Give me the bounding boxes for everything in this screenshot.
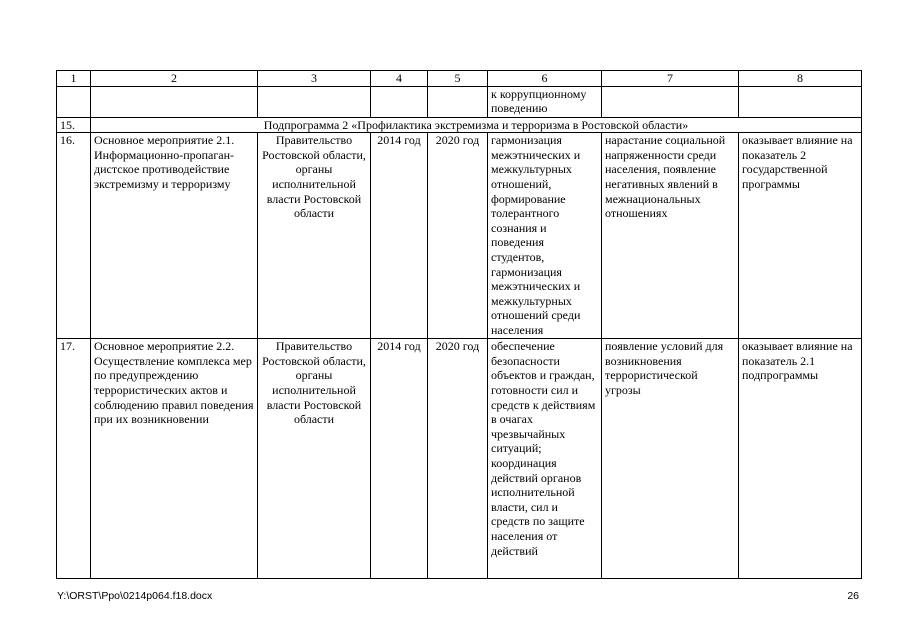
table-row xyxy=(57,339,862,579)
col-number-1: 1 xyxy=(57,71,91,87)
indicator-link: оказывает влияние на показатель 2 государственной программы xyxy=(739,133,862,339)
row-number: 16. xyxy=(57,133,91,339)
measure-name: Основное мероприятие 2.1. Информационно-пропаган-дистское противодействие экстремизму и терроризму xyxy=(91,133,258,339)
page-number: 26 xyxy=(847,590,859,602)
executor: Правительство Ростовской области, органы исполнительной власти Ростовской области xyxy=(258,133,371,339)
start-year: 2014 год xyxy=(371,339,428,579)
start-year: 2014 год xyxy=(371,133,428,339)
indicator-link: оказывает влияние на показатель 2.1 подпрограммы xyxy=(739,339,862,579)
measure-name: Основное мероприятие 2.2. Осуществление комплекса мер по предупреждению террористических актов и соблюдению правил поведения при их возникновении xyxy=(91,339,258,579)
expected-result: обеспечение безопасности объектов и граждан, готовности сил и средств к действиям в очагах чрезвычайных ситуаций; координация действий органов исполнительной власти, сил и средств по защите населения от действий xyxy=(488,339,602,579)
subprogram-title: Подпрограмма 2 «Профилактика экстремизма и терроризма в Ростовской области» xyxy=(91,117,862,133)
row-number: 15. xyxy=(57,117,91,133)
measures-table xyxy=(56,70,862,579)
col-number-8: 8 xyxy=(739,71,862,87)
subprogram-row xyxy=(57,117,862,133)
executor: Правительство Ростовской области, органы исполнительной власти Ростовской области xyxy=(258,339,371,579)
col-number-7: 7 xyxy=(602,71,739,87)
consequence: появление условий для возникновения террористической угрозы xyxy=(602,339,739,579)
end-year: 2020 год xyxy=(428,133,488,339)
table-row xyxy=(57,133,862,339)
col-number-3: 3 xyxy=(258,71,371,87)
expected-result: гармонизация межэтнических и межкультурных отношений, формирование толерантного сознания и поведения студентов, гармонизация межэтнических и межкультурных отношений среди населения xyxy=(488,133,602,339)
end-year: 2020 год xyxy=(428,339,488,579)
continuation-row xyxy=(57,86,862,117)
col-number-4: 4 xyxy=(371,71,428,87)
row-number: 17. xyxy=(57,339,91,579)
consequence: нарастание социальной напряженности среди населения, появление негативных явлений в межнациональных отношениях xyxy=(602,133,739,339)
col-number-6: 6 xyxy=(488,71,602,87)
continuation-text: к коррупционному поведению xyxy=(488,86,602,117)
col-number-2: 2 xyxy=(91,71,258,87)
column-number-row xyxy=(57,71,862,87)
file-path: Y:\ORST\Ppo\0214p064.f18.docx xyxy=(57,590,213,602)
col-number-5: 5 xyxy=(428,71,488,87)
